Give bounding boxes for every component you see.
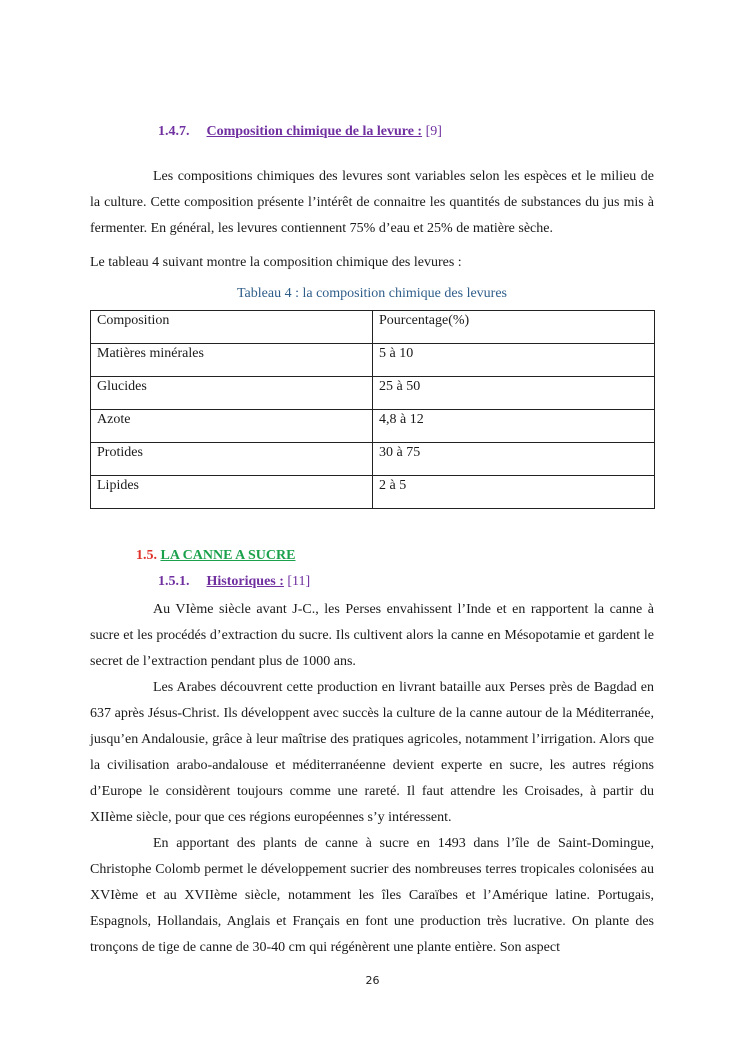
table-row <box>91 410 655 443</box>
table-cell: Protides <box>91 443 373 476</box>
citation-ref: [9] <box>425 124 442 139</box>
intro-paragraph: Les compositions chimiques des levures sont variables selon les espèces et le milieu de la culture. Cette composition présente l’intérêt de connaitre les quantités de substances du jus mis à fermenter. En général, les levures contiennent 75% d’eau et 25% de matière sèche. <box>90 169 654 236</box>
history-paragraph-2: Les Arabes découvrent cette production en livrant bataille aux Perses près de Bagdad en 637 après Jésus-Christ. Ils développent avec succès la culture de la canne autour de la Méditerranée, jusqu’en Andalousie, grâce à leur maîtrise des pratiques agricoles, notamment l’irrigation. Alors que la civilisation arabo-andalouse et méditerranéenne devient experte en sucre, les autres régions d’Europe le considèrent toujours comme une rareté. Il faut attendre les Croisades, à partir du XIIème siècle, pour que ces régions européennes s’y intéressent. <box>90 680 654 825</box>
table-lead-sentence: Le tableau 4 suivant montre la composition chimique des levures : <box>90 255 462 270</box>
history-text <box>90 597 654 961</box>
table-caption: Tableau 4 : la composition chimique des levures <box>236 286 507 301</box>
table-row <box>91 443 655 476</box>
intro-text <box>90 164 654 276</box>
section-heading-1-4-7 <box>158 124 442 140</box>
history-paragraph-3: En apportant des plants de canne à sucre en 1493 dans l’île de Saint-Domingue, Christophe Colomb permet le développement sucrier des nombreuses terres tropicales colonisées au XVIème et au XVIIème siècle, notamment les îles Caraïbes et l’Amérique latine. Portugais, Espagnols, Hollandais, Anglais et Français en font une production très lucrative. On plante des tronçons de tige de canne de 30-40 cm qui régénèrent une plante entière. Son aspect <box>90 836 654 955</box>
table-cell: 30 à 75 <box>373 443 655 476</box>
section-title: Composition chimique de la levure : <box>206 124 423 139</box>
table-cell: Glucides <box>91 377 373 410</box>
section-number: 1.4.7. <box>158 124 190 139</box>
table-row <box>91 476 655 509</box>
section-heading-1-5 <box>136 548 295 564</box>
table-cell: 2 à 5 <box>373 476 655 509</box>
section-heading-1-5-1 <box>158 574 310 590</box>
citation-ref: [11] <box>287 574 311 589</box>
header-cell: Pourcentage(%) <box>373 311 655 344</box>
table-cell: 4,8 à 12 <box>373 410 655 443</box>
composition-table <box>90 310 655 509</box>
table-header-row <box>91 311 655 344</box>
table-cell: Azote <box>91 410 373 443</box>
section-number: 1.5.1. <box>158 574 190 589</box>
table-row <box>91 377 655 410</box>
table-cell: Matières minérales <box>91 344 373 377</box>
header-cell: Composition <box>91 311 373 344</box>
section-number: 1.5. <box>136 548 157 563</box>
table-cell: 5 à 10 <box>373 344 655 377</box>
page-number: 26 <box>365 974 380 987</box>
table-cell: 25 à 50 <box>373 377 655 410</box>
section-title: Historiques : <box>206 574 284 589</box>
history-paragraph-1: Au VIème siècle avant J-C., les Perses envahissent l’Inde et en rapportent la canne à sucre et les procédés d’extraction du sucre. Ils cultivent alors la canne en Mésopotamie et gardent le secret de l’extraction pendant plus de 1000 ans. <box>90 602 654 669</box>
section-title: LA CANNE A SUCRE <box>160 548 296 563</box>
table-cell: Lipides <box>91 476 373 509</box>
table-row <box>91 344 655 377</box>
